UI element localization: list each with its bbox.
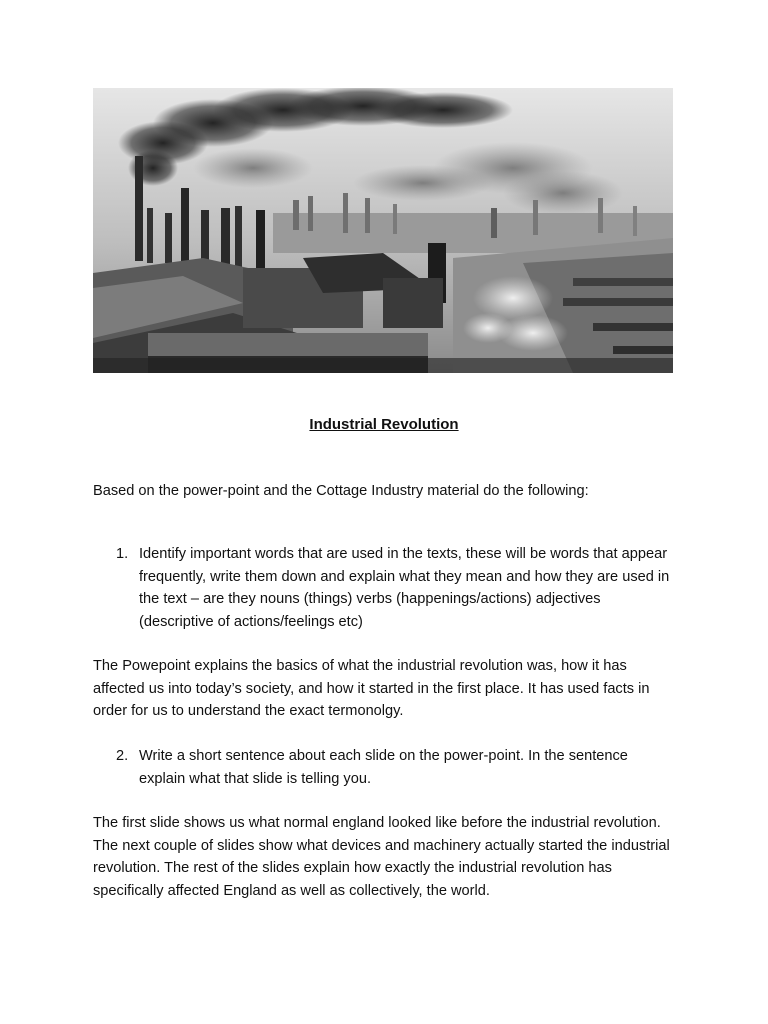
question-2-number: 2. [116, 748, 129, 764]
question-2 [116, 745, 676, 790]
document-title: Industrial Revolution [309, 416, 459, 433]
question-2-text: Write a short sentence about each slide on the power-point. In the sentence explain what that slide is telling you. [139, 748, 628, 787]
answer-1-paragraph: The Powepoint explains the basics of what the industrial revolution was, how it has affected us into today’s society, and how it started in the first place. It has used facts in order for us to understand the exact termonolgy. [93, 658, 650, 719]
question-1 [116, 543, 676, 633]
question-1-number: 1. [116, 546, 129, 562]
factory-smokestacks-image [93, 88, 673, 373]
answer-2-paragraph: The first slide shows us what normal england looked like before the industrial revolution. The next couple of slides show what devices and machinery actually started the industrial revolution. The rest of the slides explain how exactly the industrial revolution has specifically affected England as well as collectively, the world. [93, 815, 670, 899]
question-1-text: Identify important words that are used in the texts, these will be words that appear frequently, write them down and explain what they mean and how they are used in the text – are they nouns (things) verbs (happenings/actions) adjectives (descriptive of actions/feelings etc) [139, 546, 670, 630]
industrial-revolution-photo [93, 88, 673, 373]
intro-paragraph: Based on the power-point and the Cottage Industry material do the following: [93, 483, 589, 499]
